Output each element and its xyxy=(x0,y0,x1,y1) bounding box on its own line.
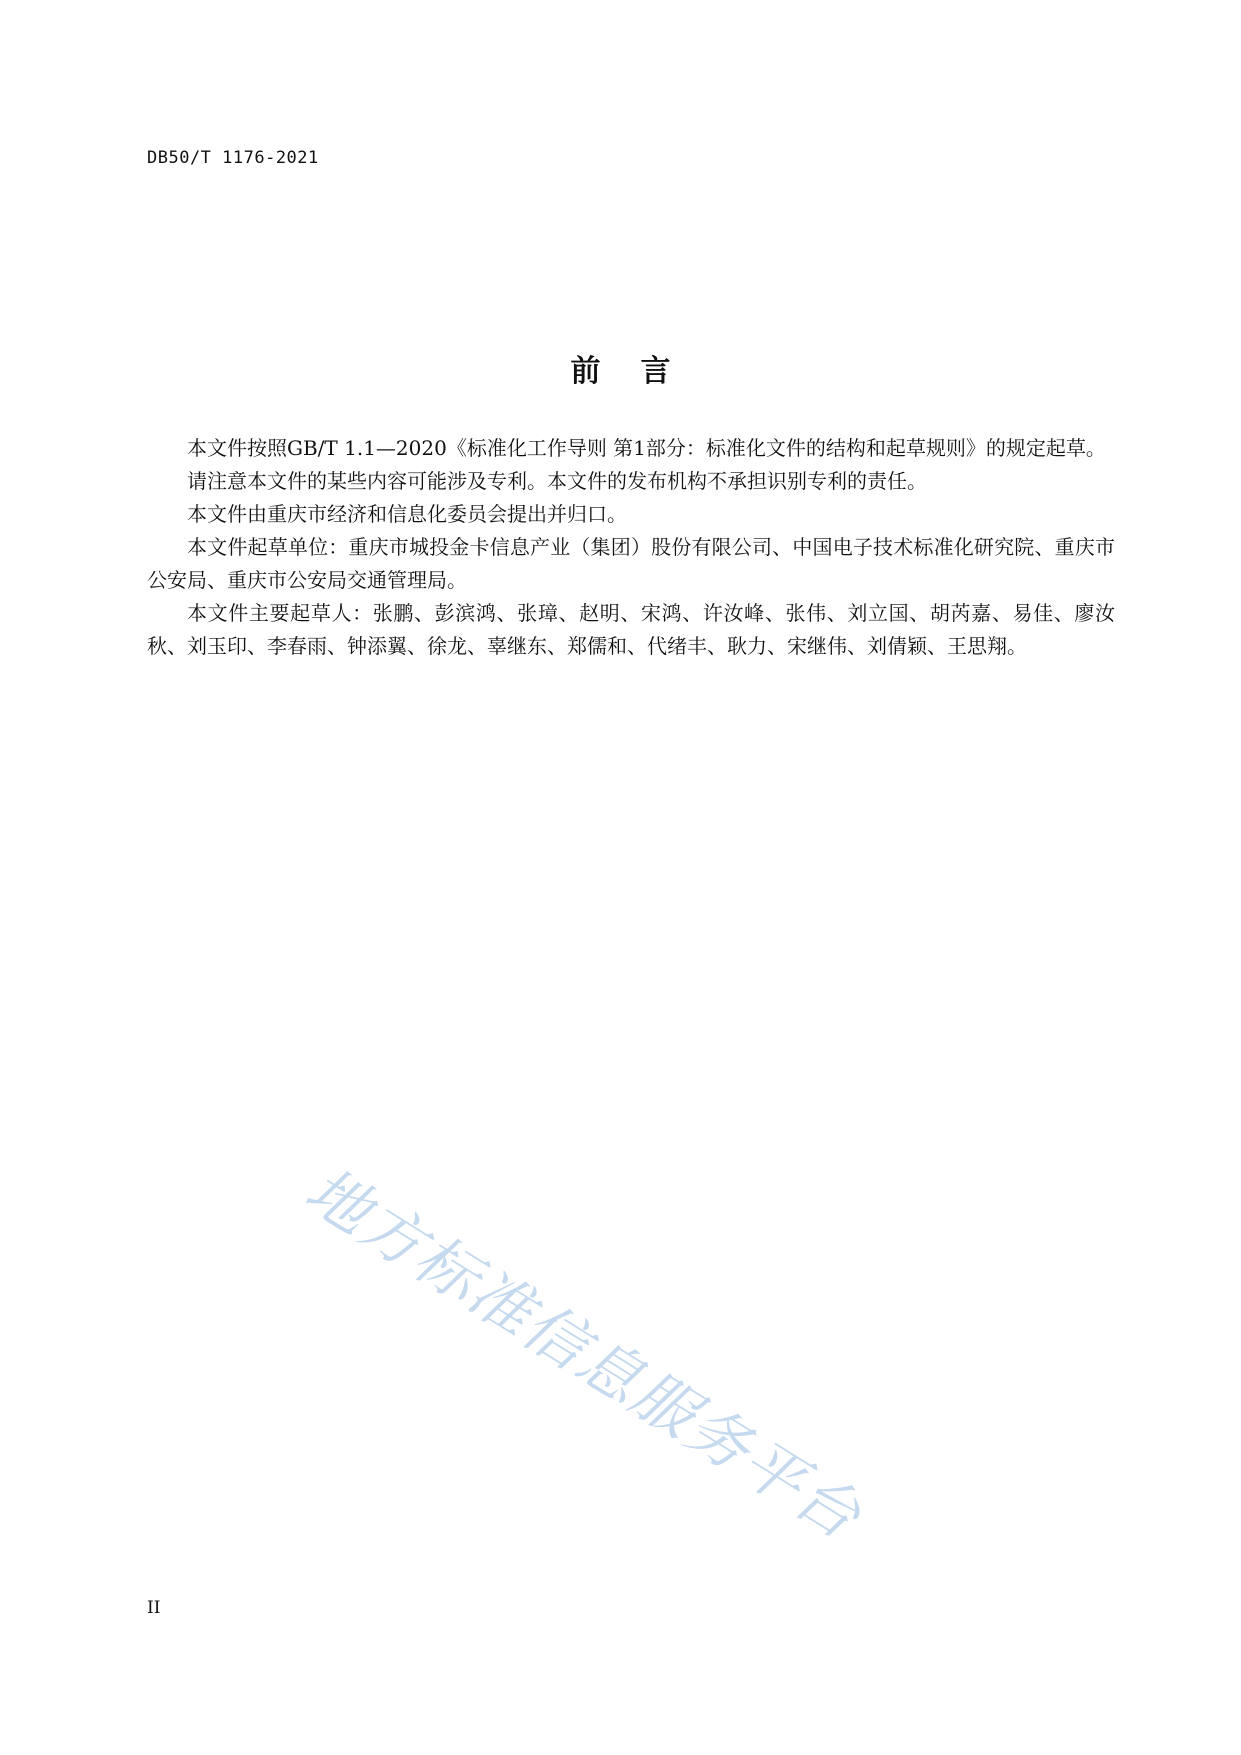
paragraph-drafters: 本文件主要起草人：张鹏、彭滨鸿、张璋、赵明、宋鸿、许汝峰、张伟、刘立国、胡芮嘉、易佳、廖汝秋、刘玉印、李春雨、钟添翼、徐龙、辜继东、郑儒和、代绪丰、耿力、宋继伟、刘倩颖、王思翔。 xyxy=(147,601,1115,658)
paragraph-proposer: 本文件由重庆市经济和信息化委员会提出并归口。 xyxy=(187,502,627,526)
foreword-body xyxy=(147,432,1115,663)
paragraph-patent-notice: 请注意本文件的某些内容可能涉及专利。本文件的发布机构不承担识别专利的责任。 xyxy=(187,469,927,493)
watermark: 地方标准信息服务平台 xyxy=(293,1152,875,1554)
page-title: 前言 xyxy=(570,354,711,389)
paragraph-drafting-units: 本文件起草单位：重庆市城投金卡信息产业（集团）股份有限公司、中国电子技术标准化研究院、重庆市公安局、重庆市公安局交通管理局。 xyxy=(147,535,1115,592)
page-number: II xyxy=(147,1598,161,1618)
document-code: DB50/T 1176-2021 xyxy=(147,148,319,168)
paragraph-drafting-rules: 本文件按照GB/T 1.1—2020《标准化工作导则 第1部分：标准化文件的结构和起草规则》的规定起草。 xyxy=(187,436,1106,460)
